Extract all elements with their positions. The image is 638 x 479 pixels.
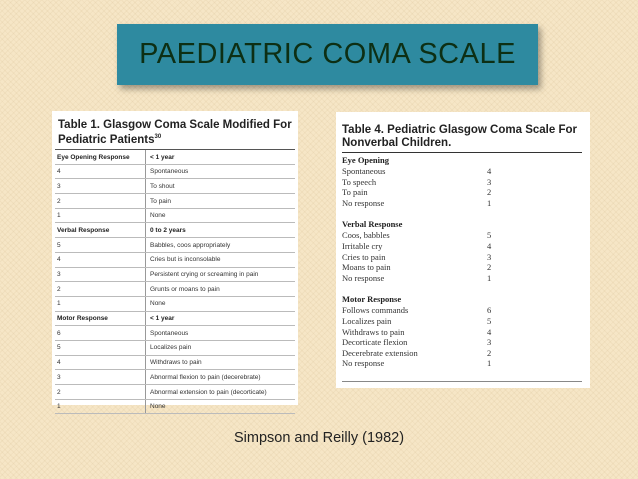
table1-column-divider	[145, 165, 146, 179]
table1-score: 1	[57, 212, 61, 220]
table4-image	[336, 112, 590, 388]
table4-score: 1	[487, 197, 492, 208]
table4-row	[342, 305, 582, 316]
table4-score: 4	[487, 166, 492, 176]
table1-row	[55, 209, 295, 224]
table1-section-label: Eye Opening Response	[57, 153, 130, 161]
table1-row	[55, 326, 295, 341]
table1-caption	[58, 119, 294, 146]
table1-column-divider	[145, 209, 146, 223]
table1-column-divider	[145, 223, 146, 237]
table4-section-heading: Verbal Response	[342, 219, 403, 230]
table1-rows	[55, 149, 295, 414]
table4-score: 2	[487, 262, 492, 273]
table4-row	[342, 316, 582, 327]
table1-row	[55, 253, 295, 268]
slide-title-box	[117, 24, 538, 85]
table1-row	[55, 238, 295, 253]
table4-label: No response	[342, 272, 385, 283]
table1-score: 5	[57, 241, 61, 249]
table1-column-divider	[145, 238, 146, 252]
table1-score: 4	[57, 168, 61, 176]
table4-label: To pain	[342, 187, 368, 198]
table1-column-divider	[145, 326, 146, 340]
table4-score: 1	[487, 358, 492, 369]
table4-label: Withdraws to pain	[342, 326, 405, 337]
table1-description: To pain	[150, 197, 171, 205]
table1-row	[55, 282, 295, 297]
table1-section-label: Motor Response	[57, 315, 108, 323]
table1-description: Spontaneous	[150, 329, 189, 337]
table1-row	[55, 297, 295, 312]
table4-row	[342, 177, 582, 188]
table4-row	[342, 327, 582, 338]
table1-section-row	[55, 312, 295, 327]
table4-score: 4	[487, 240, 492, 251]
table1-row	[55, 385, 295, 400]
table4-label: Localizes pain	[342, 315, 392, 326]
table1-description: Spontaneous	[150, 168, 189, 176]
table1-score: 3	[57, 271, 61, 278]
table1-image	[52, 111, 298, 411]
table4-bottom-rule	[342, 381, 582, 382]
table4-section-heading: Motor Response	[342, 294, 402, 305]
table4-row	[342, 262, 582, 273]
table4-row	[342, 348, 582, 359]
table1-description: Abnormal flexion to pain (decerebrate)	[150, 373, 261, 381]
table4-row	[342, 230, 582, 241]
table1-column-divider	[145, 282, 146, 296]
table1-row	[55, 356, 295, 371]
table4-label: Moans to pain	[342, 262, 391, 273]
table1-score: 1	[57, 300, 61, 308]
table1-age-range: < 1 year	[150, 315, 175, 323]
table1-score: 4	[57, 256, 61, 264]
table1-score: 2	[57, 388, 61, 396]
table1-score: 4	[57, 359, 61, 367]
table4-score: 5	[487, 315, 492, 326]
table4-row	[342, 252, 582, 263]
table4-section	[342, 155, 582, 208]
table4-row	[342, 198, 582, 209]
table1-description: None	[150, 212, 166, 220]
table4-row	[342, 358, 582, 369]
table1-column-divider	[145, 400, 146, 414]
table1-description: Abnormal extension to pain (decorticate)	[150, 388, 267, 396]
table4-label: Coos, babbles	[342, 230, 390, 241]
table1-column-divider	[145, 297, 146, 311]
table4-label: Spontaneous	[342, 166, 386, 176]
table1-section-row	[55, 150, 295, 165]
table1-column-divider	[145, 356, 146, 370]
table4-score: 4	[487, 326, 492, 337]
table1-column-divider	[145, 385, 146, 399]
table1-column-divider	[145, 268, 146, 282]
table4-label: Irritable cry	[342, 240, 383, 251]
table4-score: 2	[487, 187, 492, 198]
table1-row	[55, 165, 295, 180]
table4-label: No response	[342, 358, 385, 369]
table1-description: To shout	[150, 182, 175, 190]
table4-section	[342, 219, 582, 283]
table1-description: None	[150, 300, 166, 308]
table4-label: To speech	[342, 176, 377, 187]
table4-score: 3	[487, 176, 492, 187]
slide-credit: Simpson and Reilly (1982)	[233, 430, 405, 446]
table4-label: Cries to pain	[342, 251, 386, 262]
table4-score: 6	[487, 305, 492, 316]
table1-column-divider	[145, 150, 146, 164]
table4-score: 3	[487, 251, 492, 262]
table4-row	[342, 166, 582, 177]
table4-score: 2	[487, 347, 492, 358]
table1-column-divider	[145, 312, 146, 326]
table1-section-row	[55, 223, 295, 238]
table1-age-range: 0 to 2 years	[150, 226, 186, 234]
slide-title: PAEDIATRIC COMA SCALE	[139, 38, 516, 70]
table4-score: 5	[487, 230, 492, 241]
table1-column-divider	[145, 253, 146, 267]
table1-column-divider	[145, 370, 146, 384]
table1-score: 2	[57, 285, 61, 293]
table1-description: None	[150, 403, 166, 411]
table1-section-label: Verbal Response	[57, 226, 110, 234]
table4-row	[342, 241, 582, 252]
table1-score: 2	[57, 197, 61, 205]
table4-score: 3	[487, 337, 492, 348]
table4-section	[342, 294, 582, 369]
table4-label: No response	[342, 197, 385, 208]
table1-description: Withdraws to pain	[150, 359, 202, 367]
table1-age-range: < 1 year	[150, 153, 175, 161]
table1-row	[55, 268, 295, 283]
table4-score: 1	[487, 272, 492, 283]
table1-row	[55, 194, 295, 209]
table1-row	[55, 370, 295, 385]
table4-row	[342, 273, 582, 284]
table4-label: Decorticate flexion	[342, 337, 408, 348]
table4-label: Decerebrate extension	[342, 347, 418, 358]
table1-row	[55, 400, 295, 415]
table4-row	[342, 337, 582, 348]
table1-score: 6	[57, 329, 61, 337]
table1-caption-text: Table 1. Glasgow Coma Scale Modified For Pediatric Patients	[58, 119, 292, 146]
table1-score: 5	[57, 344, 61, 352]
table1-description: Babbles, coos appropriately	[150, 241, 231, 249]
table1-score: 3	[57, 373, 61, 381]
table1-column-divider	[145, 179, 146, 193]
table1-row	[55, 179, 295, 194]
table1-description: Grunts or moans to pain	[150, 285, 220, 293]
table1-description: Localizes pain	[150, 344, 192, 352]
table4-label: Follows commands	[342, 305, 409, 316]
table1-score: 1	[57, 403, 61, 411]
table1-column-divider	[145, 341, 146, 355]
table1-description: Persistent crying or screaming in pain	[150, 271, 259, 278]
table4-row	[342, 187, 582, 198]
table4-section-heading: Eye Opening	[342, 155, 389, 165]
table1-row	[55, 341, 295, 356]
table1-column-divider	[145, 194, 146, 208]
table1-score: 3	[57, 182, 61, 190]
table4-body	[342, 152, 582, 369]
table1-description: Cries but is inconsolable	[150, 256, 221, 264]
table4-caption: Table 4. Pediatric Glasgow Coma Scale For Nonverbal Children.	[342, 124, 577, 149]
table1-caption-ref: 30	[154, 134, 162, 140]
